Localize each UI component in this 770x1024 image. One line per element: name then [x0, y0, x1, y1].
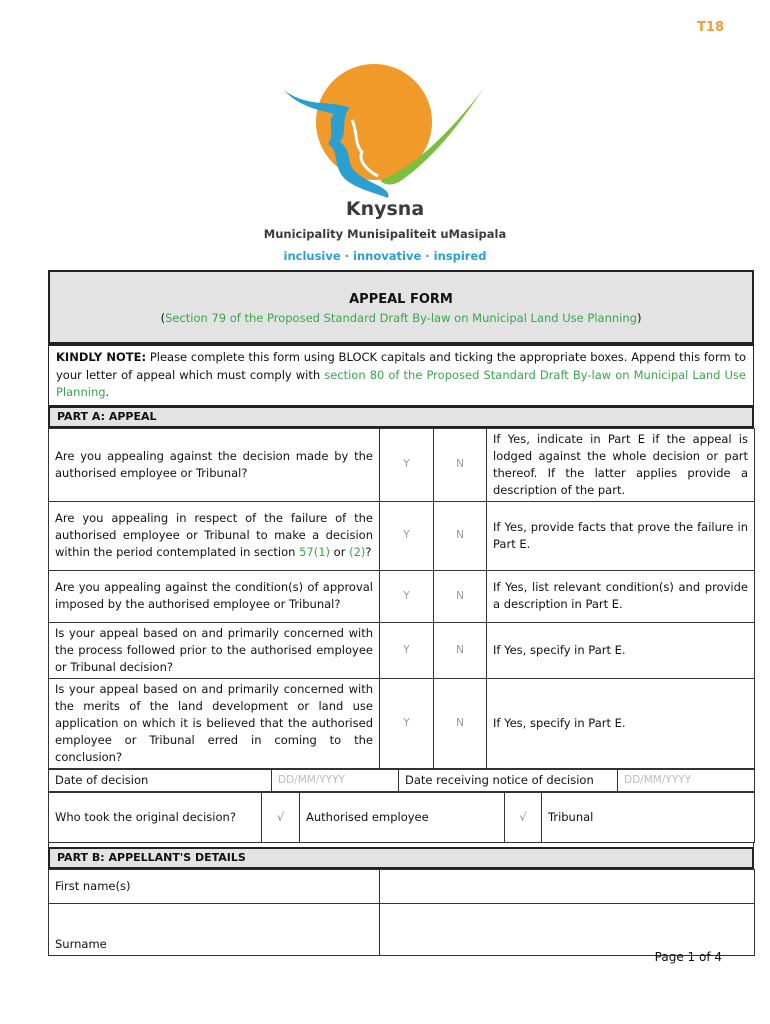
yes-checkbox[interactable]: Y: [380, 678, 434, 768]
section-79-link[interactable]: Section 79 of the Proposed Standard Draft By-law on Municipal Land Use Planning: [165, 311, 637, 325]
section-57-2-link[interactable]: (2): [349, 545, 366, 559]
form-title-box: [48, 270, 754, 344]
form-subtitle: [50, 311, 752, 325]
question-part: or: [330, 545, 350, 559]
first-name-field[interactable]: [380, 869, 755, 903]
part-b-table: [48, 869, 755, 956]
note-end: .: [105, 385, 110, 399]
yes-checkbox[interactable]: Y: [380, 501, 434, 570]
who-decided-label: Who took the original decision?: [49, 792, 262, 842]
yes-checkbox[interactable]: Y: [380, 622, 434, 678]
appeal-row: [49, 501, 755, 570]
part-b-heading: PART B: APPELLANT'S DETAILS: [48, 847, 754, 869]
note-label: KINDLY NOTE:: [56, 350, 147, 364]
authorised-employee-label: Authorised employee: [300, 792, 505, 842]
question-text: [49, 501, 380, 570]
instruction-text: If Yes, list relevant condition(s) and provide a description in Part E.: [487, 570, 755, 622]
appeal-row: [49, 622, 755, 678]
note-text: Please complete this form using BLOCK capitals and ticking the appropriate boxes. Append this form to your letter of appeal which must comply with: [56, 350, 746, 382]
page-number: Page 1 of 4: [654, 950, 722, 964]
section-57-1-link[interactable]: 57(1): [299, 545, 331, 559]
date-notice-label: Date receiving notice of decision: [399, 769, 618, 791]
appeal-row: [49, 428, 755, 501]
instruction-text: If Yes, specify in Part E.: [487, 678, 755, 768]
form-title: APPEAL FORM: [349, 292, 453, 307]
no-checkbox[interactable]: N: [434, 622, 487, 678]
appeal-form: [48, 270, 754, 956]
tribunal-checkbox[interactable]: √: [505, 792, 542, 842]
question-text: Are you appealing against the condition(s) of approval imposed by the authorised employee or Tribunal?: [49, 570, 380, 622]
question-text: Is your appeal based on and primarily concerned with the process followed prior to the authorised employee or Tribunal decision?: [49, 622, 380, 678]
surname-field[interactable]: [380, 903, 755, 955]
appeal-row: [49, 570, 755, 622]
section-80-link[interactable]: section 80 of the Proposed Standard Draft By-law on Municipal Land Use Planning: [56, 367, 746, 399]
question-text: Are you appealing against the decision made by the authorised employee or Tribunal?: [49, 428, 380, 501]
date-notice-field[interactable]: DD/MM/YYYY: [618, 769, 755, 791]
question-part: ?: [365, 545, 372, 559]
authorised-employee-checkbox[interactable]: √: [262, 792, 300, 842]
no-checkbox[interactable]: N: [434, 570, 487, 622]
brand-name: Knysna: [345, 198, 425, 220]
date-of-decision-label: Date of decision: [49, 769, 272, 791]
appeal-row: [49, 678, 755, 768]
brand-subtitle: Municipality Munisipaliteit uMasipala: [263, 227, 507, 241]
date-of-decision-field[interactable]: DD/MM/YYYY: [272, 769, 399, 791]
brand-tagline: inclusive · innovative · inspired: [283, 249, 487, 263]
kindly-note: [48, 344, 754, 406]
question-part: Are you appealing in respect of the failure of the authorised employee or Tribunal to make a decision within the period contemplated in section: [55, 511, 373, 559]
no-checkbox[interactable]: N: [434, 678, 487, 768]
part-a-table: [48, 428, 755, 769]
no-checkbox[interactable]: N: [434, 501, 487, 570]
surname-label: Surname: [49, 903, 380, 955]
original-decision-table: [48, 792, 755, 843]
question-text: Is your appeal based on and primarily concerned with the merits of the land development or land use application on which it is believed that the authorised employee or Tribunal erred in coming to the conclusion?: [49, 678, 380, 768]
decision-dates-table: [48, 769, 755, 792]
instruction-text: If Yes, provide facts that prove the failure in Part E.: [487, 501, 755, 570]
yes-checkbox[interactable]: Y: [380, 428, 434, 501]
no-checkbox[interactable]: N: [434, 428, 487, 501]
subtitle-bracket-close: ): [636, 311, 642, 325]
instruction-text: If Yes, specify in Part E.: [487, 622, 755, 678]
tribunal-label: Tribunal: [542, 792, 755, 842]
first-name-label: First name(s): [49, 869, 380, 903]
yes-checkbox[interactable]: Y: [380, 570, 434, 622]
part-a-heading: PART A: APPEAL: [48, 406, 754, 428]
document-id: T18: [697, 20, 724, 35]
instruction-text: If Yes, indicate in Part E if the appeal is lodged against the whole decision or part thereof. If the latter applies provide a description of the part.: [487, 428, 755, 501]
subtitle-bracket-open: (: [160, 311, 166, 325]
